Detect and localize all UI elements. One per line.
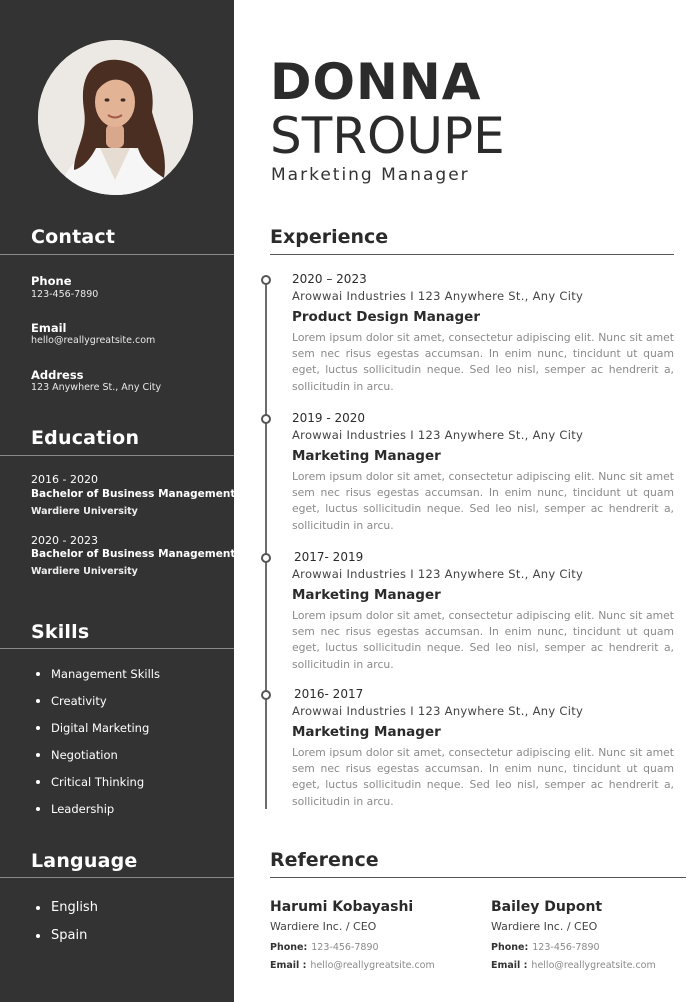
skill-item: Negotiation bbox=[36, 748, 160, 775]
timeline-dot bbox=[261, 690, 271, 700]
reference-email bbox=[491, 960, 656, 971]
experience-description: Lorem ipsum dolor sit amet, consectetur adipiscing elit. Nunc sit amet sem nec risus egestas accumsan. In enim nunc, tincidunt ut quam eget, luctus sollicitudin neque. Sed leo nisl, semper ac hendrerit a, sollicitudin in arcu. bbox=[292, 470, 674, 532]
timeline-dot bbox=[261, 414, 271, 424]
experience-years: 2017- 2019 bbox=[294, 550, 364, 564]
reference-email-value[interactable]: hello@reallygreatsite.com bbox=[310, 960, 435, 971]
reference-name: Harumi Kobayashi bbox=[270, 899, 414, 915]
reference-email-value[interactable]: hello@reallygreatsite.com bbox=[531, 960, 656, 971]
email-label: Email bbox=[31, 321, 67, 335]
experience-description: Lorem ipsum dolor sit amet, consectetur adipiscing elit. Nunc sit amet sem nec risus egestas accumsan. In enim nunc, tincidunt ut quam eget, luctus sollicitudin neque. Sed leo nisl, semper ac hendrerit a, sollicitudin in arcu. bbox=[292, 746, 674, 808]
skill-item: Creativity bbox=[36, 694, 160, 721]
experience-years: 2020 – 2023 bbox=[292, 272, 367, 286]
education-heading: Education bbox=[31, 427, 140, 449]
reference-phone bbox=[491, 942, 600, 953]
skills-heading: Skills bbox=[31, 621, 90, 643]
experience-divider bbox=[270, 254, 674, 255]
address-label: Address bbox=[31, 368, 84, 382]
experience-years: 2019 - 2020 bbox=[292, 411, 366, 425]
language-divider bbox=[0, 877, 234, 878]
skill-item: Critical Thinking bbox=[36, 775, 160, 802]
experience-description: Lorem ipsum dolor sit amet, consectetur adipiscing elit. Nunc sit amet sem nec risus egestas accumsan. In enim nunc, tincidunt ut quam eget, luctus sollicitudin neque. Sed leo nisl, semper ac hendrerit a, sollicitudin in arcu. bbox=[292, 609, 674, 671]
job-title: Marketing Manager bbox=[271, 165, 470, 185]
experience-role: Marketing Manager bbox=[292, 724, 441, 740]
phone-value: 123-456-7890 bbox=[31, 289, 99, 300]
education-degree: Bachelor of Business Management bbox=[31, 548, 236, 560]
education-divider bbox=[0, 455, 234, 456]
experience-role: Marketing Manager bbox=[292, 587, 441, 603]
profile-photo-image bbox=[38, 40, 193, 195]
reference-org: Wardiere Inc. / CEO bbox=[491, 920, 598, 933]
sidebar bbox=[0, 0, 234, 1002]
reference-phone-value: 123-456-7890 bbox=[532, 942, 600, 953]
reference-phone-label: Phone: bbox=[270, 942, 308, 953]
reference-phone-value: 123-456-7890 bbox=[311, 942, 379, 953]
reference-name: Bailey Dupont bbox=[491, 899, 603, 915]
experience-heading: Experience bbox=[270, 226, 389, 248]
education-school: Wardiere University bbox=[31, 506, 138, 517]
language-item: English bbox=[36, 900, 98, 928]
language-list bbox=[36, 900, 98, 956]
experience-description: Lorem ipsum dolor sit amet, consectetur adipiscing elit. Nunc sit amet sem nec risus egestas accumsan. In enim nunc, tincidunt ut quam eget, luctus sollicitudin neque. Sed leo nisl, semper ac hendrerit a, sollicitudin in arcu. bbox=[292, 331, 674, 393]
reference-email-label: Email : bbox=[491, 960, 528, 971]
timeline-dot bbox=[261, 553, 271, 563]
experience-company: Arowwai Industries I 123 Anywhere St., Any City bbox=[292, 428, 584, 442]
reference-divider bbox=[270, 877, 686, 878]
experience-company: Arowwai Industries I 123 Anywhere St., Any City bbox=[292, 704, 584, 718]
address-value: 123 Anywhere St., Any City bbox=[31, 382, 162, 393]
experience-role: Product Design Manager bbox=[292, 309, 480, 325]
experience-role: Marketing Manager bbox=[292, 448, 441, 464]
education-degree: Bachelor of Business Management bbox=[31, 488, 236, 500]
skill-item: Leadership bbox=[36, 802, 160, 829]
language-heading: Language bbox=[31, 850, 138, 872]
reference-org: Wardiere Inc. / CEO bbox=[270, 920, 377, 933]
reference-email bbox=[270, 960, 435, 971]
language-item: Spain bbox=[36, 928, 98, 956]
contact-divider bbox=[0, 254, 234, 255]
education-years: 2020 - 2023 bbox=[31, 534, 98, 547]
reference-email-label: Email : bbox=[270, 960, 307, 971]
reference-heading: Reference bbox=[270, 849, 379, 871]
last-name: STROUPE bbox=[270, 107, 505, 165]
contact-heading: Contact bbox=[31, 226, 116, 248]
education-years: 2016 - 2020 bbox=[31, 473, 98, 486]
skills-list bbox=[36, 667, 160, 829]
experience-company: Arowwai Industries I 123 Anywhere St., Any City bbox=[292, 567, 584, 581]
experience-years: 2016- 2017 bbox=[294, 687, 364, 701]
skill-item: Digital Marketing bbox=[36, 721, 160, 748]
reference-phone bbox=[270, 942, 379, 953]
skills-divider bbox=[0, 648, 234, 649]
education-school: Wardiere University bbox=[31, 566, 138, 577]
phone-label: Phone bbox=[31, 274, 72, 288]
profile-photo bbox=[38, 40, 193, 195]
timeline-dot bbox=[261, 275, 271, 285]
reference-phone-label: Phone: bbox=[491, 942, 529, 953]
email-value[interactable]: hello@reallygreatsite.com bbox=[31, 335, 156, 346]
first-name: DONNA bbox=[270, 53, 482, 111]
skill-item: Management Skills bbox=[36, 667, 160, 694]
experience-timeline bbox=[265, 278, 267, 809]
experience-company: Arowwai Industries I 123 Anywhere St., Any City bbox=[292, 289, 584, 303]
